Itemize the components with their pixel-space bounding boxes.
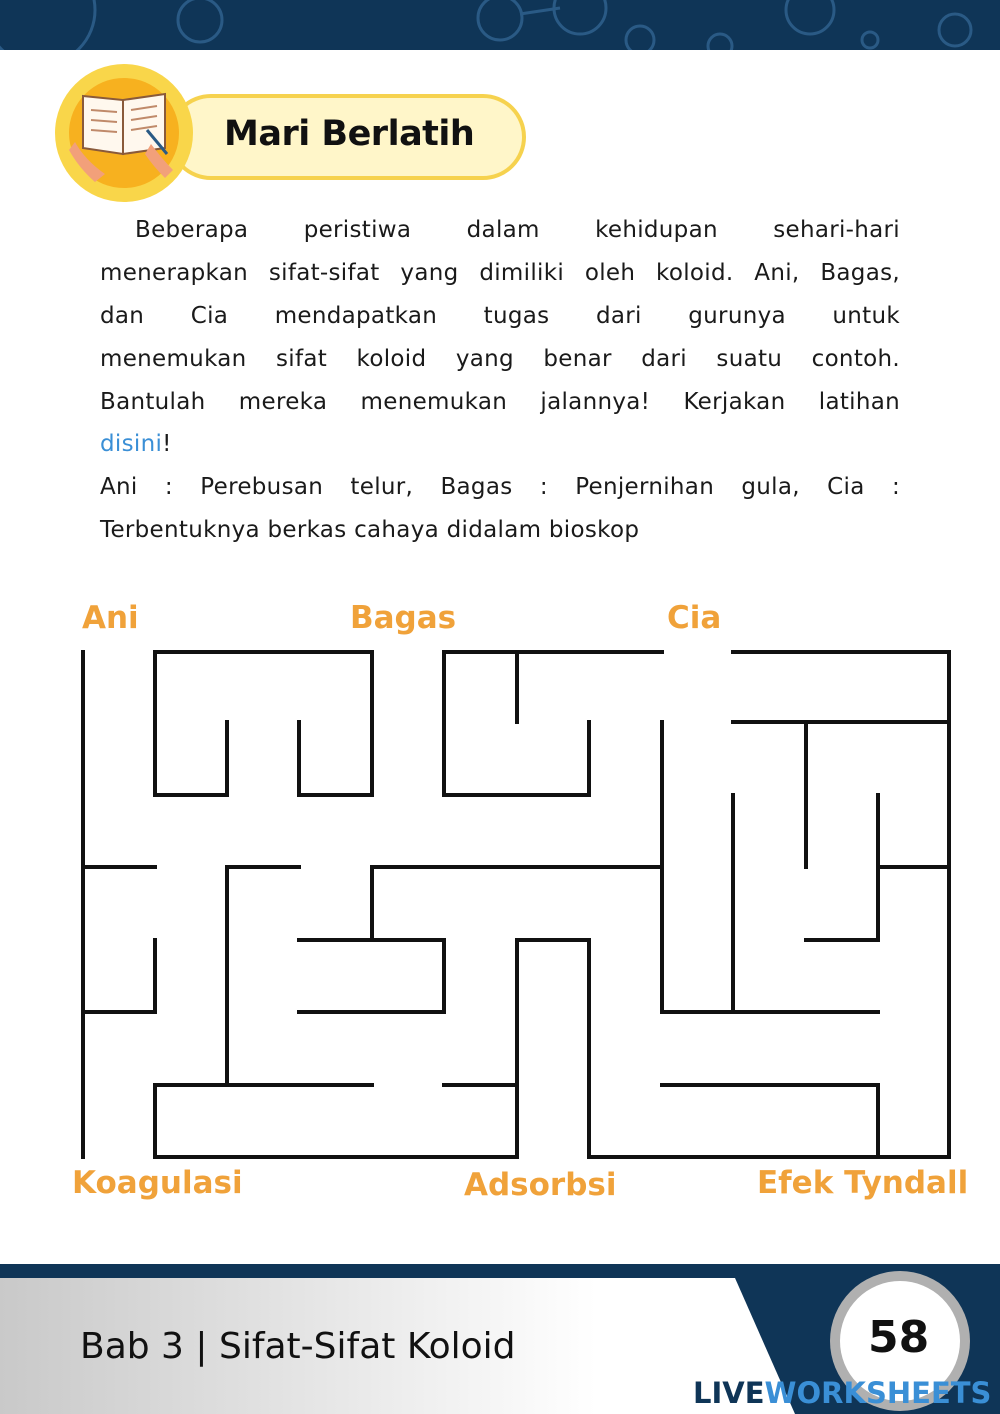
maze-end-adsorbsi: Adsorbsi — [464, 1167, 617, 1203]
maze-end-efek-tyndall: Efek Tyndall — [757, 1165, 969, 1201]
liveworksheets-logo — [693, 1376, 991, 1410]
maze-start-ani: Ani — [82, 600, 139, 636]
intro-line-3: dan Cia mendapatkan tugas dari gurunya untuk — [100, 303, 900, 329]
link-suffix: ! — [162, 431, 172, 457]
assignment-line-1: Ani : Perebusan telur, Bagas : Penjernihan gula, Cia : — [100, 474, 900, 500]
intro-line-4: menemukan sifat koloid yang benar dari suatu contoh. — [100, 346, 900, 372]
watermark-live: LIVE — [693, 1376, 765, 1410]
chapter-footer: Bab 3 | Sifat-Sifat Koloid — [80, 1326, 516, 1367]
intro-line-1: Beberapa peristiwa dalam kehidupan sehari-hari — [135, 217, 900, 243]
maze-start-cia: Cia — [667, 600, 722, 636]
intro-line-2: menerapkan sifat-sifat yang dimiliki oleh koloid. Ani, Bagas, — [100, 260, 900, 286]
page-number: 58 — [868, 1312, 930, 1363]
assignment-line-2: Terbentuknya berkas cahaya didalam bioskop — [100, 517, 640, 543]
maze-end-koagulasi: Koagulasi — [72, 1165, 243, 1201]
maze-start-bagas: Bagas — [350, 600, 457, 636]
page-title: Mari Berlatih — [224, 114, 475, 154]
watermark-worksheets: WORKSHEETS — [764, 1376, 992, 1410]
intro-line-5: Bantulah mereka menemukan jalannya! Kerjakan latihan — [100, 389, 900, 415]
disini-link[interactable]: disini — [100, 431, 163, 457]
